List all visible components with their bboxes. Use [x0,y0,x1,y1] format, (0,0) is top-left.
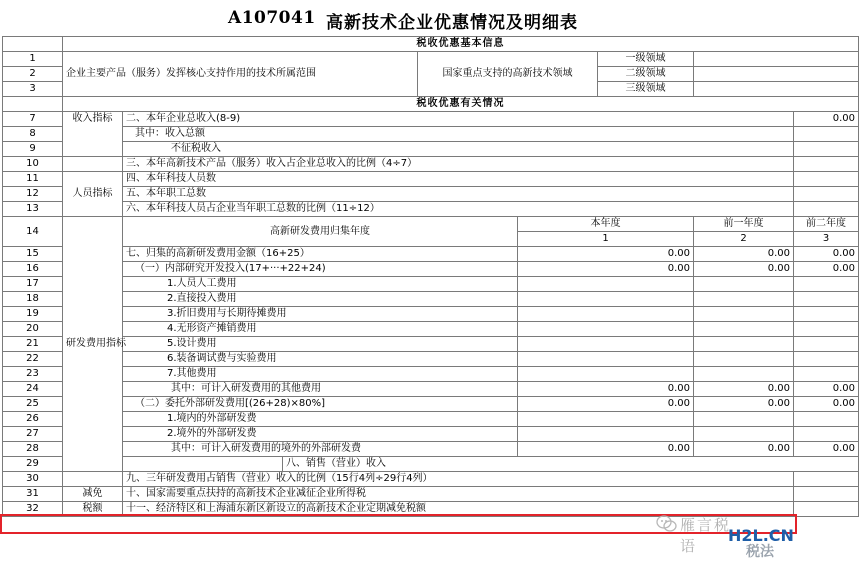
form-table [2,36,859,517]
section-detail-row [3,97,859,112]
level-1-label: 一级领域 [598,52,694,67]
row-label: 1.人员人工费用 [123,277,518,292]
row-label: 八、销售（营业）收入 [283,457,859,472]
group-staff: 人员指标 [63,172,123,217]
group-exempt-cont: 税额 [63,502,123,517]
table-row: 29 八、销售（营业）收入 [3,457,859,472]
level-3-label: 三级领域 [598,82,694,97]
row-label: 不征税收入 [123,142,794,157]
group-exempt: 减免 [63,487,123,502]
table-row: 31 减免 十、国家需要重点扶持的高新技术企业减征企业所得税 [3,487,859,502]
table-row: 23 7.其他费用 [3,367,859,382]
table-row: 17 1.人员人工费用 [3,277,859,292]
form-title-bar [0,0,800,36]
table-row: 30 九、三年研发费用占销售（营业）收入的比例（15行4列÷29行4列） [3,472,859,487]
group-income: 收入指标 [63,112,123,157]
table-row: 9 不征税收入 [3,142,859,157]
table-row: 24 其中：可计入研发费用的其他费用 0.00 0.00 0.00 [3,382,859,397]
level-2-label: 二级领域 [598,67,694,82]
table-row: 16 （一）内部研究开发投入(17+···+22+24) 0.00 0.00 0.00 [3,262,859,277]
row-label: 6.装备调试费与实验费用 [123,352,518,367]
level-2-value[interactable] [694,67,859,82]
table-row: 22 6.装备调试费与实验费用 [3,352,859,367]
row-label: 2.直接投入费用 [123,292,518,307]
section-basic-title: 税收优惠基本信息 [63,37,859,52]
row-label: 4.无形资产摊销费用 [123,322,518,337]
row-31-highlight-box [0,514,797,534]
basic-row-1: 1 企业主要产品（服务）发挥核心支持作用的技术所属范围 国家重点支持的高新技术领域 一级领域 [3,52,859,67]
basic-row-3: 3 三级领域 [3,82,859,97]
row-label: 六、本年科技人员占企业当年职工总数的比例（11÷12） [123,202,794,217]
table-row: 21 5.设计费用 [3,337,859,352]
table-row: 7 收入指标 二、本年企业总收入(8-9) 0.00 [3,112,859,127]
row-total[interactable]: 0.00 [794,112,859,127]
row-label: 五、本年职工总数 [123,187,794,202]
row-label: 其中：收入总额 [123,127,794,142]
table-row: 11 人员指标 四、本年科技人员数 [3,172,859,187]
wechat-icon [656,514,678,534]
row-label: 三、本年高新技术产品（服务）收入占企业总收入的比例（4÷7） [123,157,794,172]
table-row: 20 4.无形资产摊销费用 [3,322,859,337]
table-row: 25 （二）委托外部研发费用[(26+28)×80%] 0.00 0.00 0.00 [3,397,859,412]
wechat-account-name: 雁言税语 [680,516,732,555]
group-rd: 研发费用指标 [63,217,123,472]
key-domain-label: 国家重点支持的高新技术领域 [418,52,598,97]
row-label: 九、三年研发费用占销售（营业）收入的比例（15行4列÷29行4列） [123,472,794,487]
table-row: 19 3.折旧费用与长期待摊费用 [3,307,859,322]
form-title: 高新技术企业优惠情况及明细表 [326,13,578,33]
product-scope-label: 企业主要产品（服务）发挥核心支持作用的技术所属范围 [63,52,418,97]
table-row: 15 七、归集的高新研发费用金额（16+25） 0.00 0.00 0.00 [3,247,859,262]
row-label: 十一、经济特区和上海浦东新区新设立的高新技术企业定期减免税额 [123,502,794,517]
row-label: 3.折旧费用与长期待摊费用 [123,307,518,322]
table-row: 32 税额 十一、经济特区和上海浦东新区新设立的高新技术企业定期减免税额 [3,502,859,517]
table-row: 28 其中：可计入研发费用的境外的外部研发费 0.00 0.00 0.00 [3,442,859,457]
row-label: 其中：可计入研发费用的其他费用 [123,382,518,397]
col-prior-2-year: 前二年度 [794,217,859,232]
row-label: （二）委托外部研发费用[(26+28)×80%] [123,397,518,412]
table-row: 27 2.境外的外部研发费 [3,427,859,442]
row-label: 1.境内的外部研发费 [123,412,518,427]
section-detail-title: 税收优惠有关情况 [63,97,859,112]
section-basic-row [3,37,859,52]
level-3-value[interactable] [694,82,859,97]
table-row: 12 五、本年职工总数 [3,187,859,202]
col-current-year: 本年度 [518,217,694,232]
row-label: 七、归集的高新研发费用金额（16+25） [123,247,518,262]
row-label: 十、国家需要重点扶持的高新技术企业减征企业所得税 [123,487,794,502]
basic-row-2: 2 二级领域 [3,67,859,82]
row-label: 二、本年企业总收入(8-9) [123,112,794,127]
table-row: 18 2.直接投入费用 [3,292,859,307]
rd-header-num-row: 1 2 3 [3,232,859,247]
rd-header-row: 14 研发费用指标 高新研发费用归集年度 本年度 前一年度 前二年度 [3,217,859,232]
h2l-logo [728,526,800,560]
table-row: 10 三、本年高新技术产品（服务）收入占企业总收入的比例（4÷7） [3,157,859,172]
h2l-logo-text: H2L.CN [728,526,794,545]
form-code: A107041 [228,8,316,28]
row-label: 2.境外的外部研发费 [123,427,518,442]
col-prior-year: 前一年度 [694,217,794,232]
row-label: （一）内部研究开发投入(17+···+22+24) [123,262,518,277]
row-label: 四、本年科技人员数 [123,172,794,187]
rd-header-title: 高新研发费用归集年度 [123,217,518,247]
row-label: 7.其他费用 [123,367,518,382]
table-row: 8 其中：收入总额 [3,127,859,142]
row-label: 5.设计费用 [123,337,518,352]
h2l-logo-subtext: 税法 [746,544,774,560]
level-1-value[interactable] [694,52,859,67]
table-row: 13 六、本年科技人员占企业当年职工总数的比例（11÷12） [3,202,859,217]
table-row: 26 1.境内的外部研发费 [3,412,859,427]
row-label: 其中：可计入研发费用的境外的外部研发费 [123,442,518,457]
